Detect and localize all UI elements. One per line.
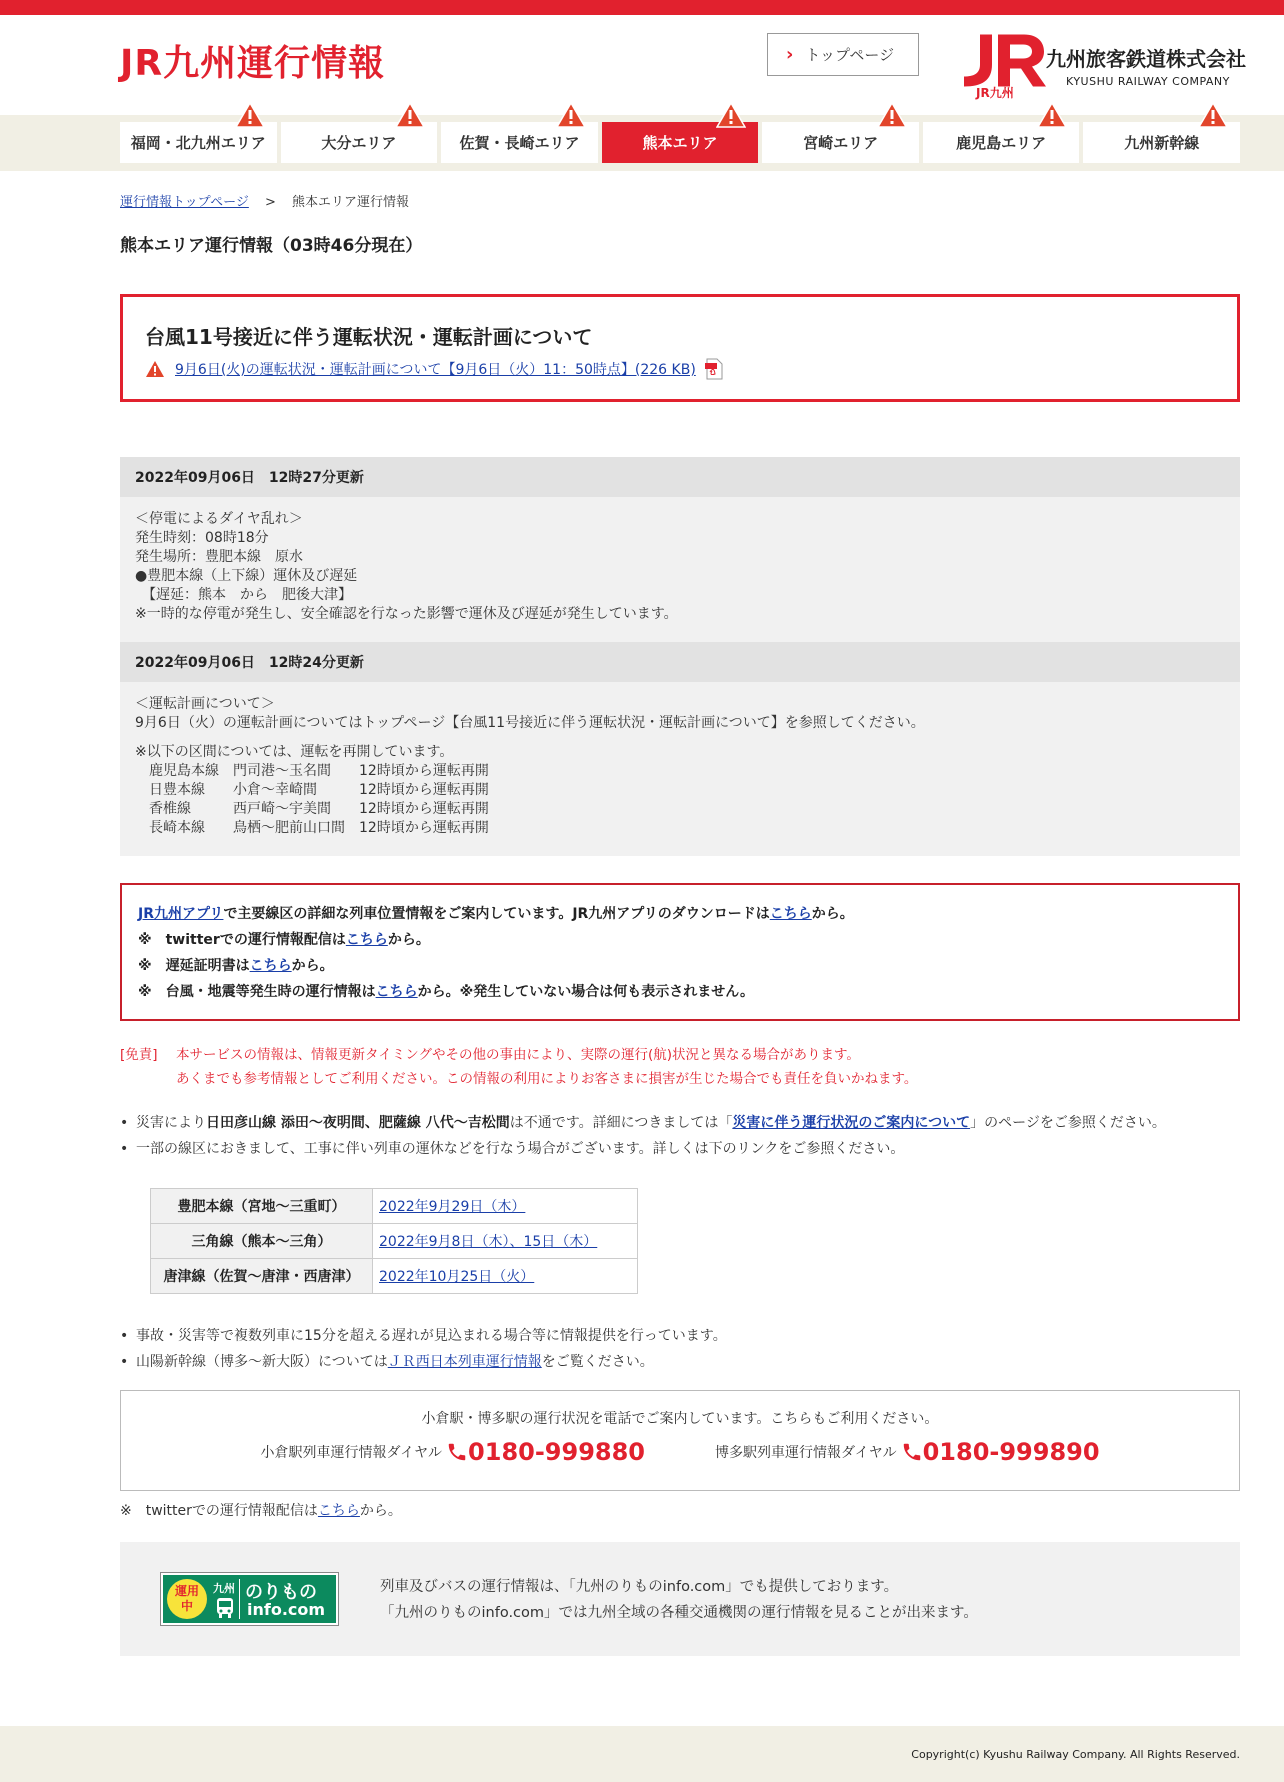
typhoon-pdf-link[interactable]: 9月6日(火)の運転状況・運転計画について【9月6日（火）11：50時点】(226 KB) <box>175 362 696 378</box>
top-accent-bar <box>0 0 1284 15</box>
list-item <box>120 1110 1240 1136</box>
warning-icon <box>877 102 907 128</box>
logo-badge-text: 運用中 <box>174 1584 199 1613</box>
norimono-text-line: 「九州のりものinfo.com」では九州全域の各種交通機関の運行情報を見ることが出来ます。 <box>380 1605 978 1621</box>
disclaimer-line: 本サービスの情報は、情報更新タイミングやその他の事由により、実際の運行(航)状況と異なる場合があります。 <box>176 1047 860 1063</box>
maintenance-date-cell <box>373 1224 638 1259</box>
list-item <box>120 1349 727 1375</box>
kokura-dial <box>260 1438 645 1466</box>
update-line: ＜停電によるダイヤ乱れ＞ <box>135 511 303 527</box>
twitter-note-text: から。 <box>359 1503 402 1519</box>
norimono-info-logo[interactable] <box>160 1572 339 1626</box>
logo-main-text: のりもの <box>245 1582 317 1603</box>
kokura-dial-number[interactable]: 0180-999880 <box>468 1438 645 1466</box>
nav-tab-label: 福岡・北九州エリア <box>130 134 266 152</box>
notice-text: は不通です。詳細につきましては「 <box>509 1115 733 1131</box>
nav-tab-label: 大分エリア <box>321 134 397 152</box>
update-line: 9月6日（火）の運転計画についてはトップページ【台風11号接近に伴う運転状況・運転計画について】を参照してください。 <box>135 715 925 731</box>
nav-tab-3[interactable] <box>602 122 759 163</box>
disclaimer-tag: [免責] <box>120 1047 158 1063</box>
table-row <box>151 1189 638 1224</box>
copyright: Copyright(c) Kyushu Railway Company. All Rights Reserved. <box>911 1748 1240 1761</box>
notice-bold-text: 日田彦山線 添田～夜明間、肥薩線 八代～吉松間 <box>206 1115 510 1131</box>
phone-info-box <box>120 1390 1240 1491</box>
warning-icon <box>235 102 265 128</box>
logo-jr-kyushu-text: JR九州 <box>976 86 1014 100</box>
warning-icon <box>395 102 425 128</box>
twitter-info-text: ※ twitterでの運行情報配信は <box>138 932 346 948</box>
jr-app-link[interactable]: JR九州アプリ <box>138 906 224 922</box>
update-line: 【遅延：熊本 から 肥後大津】 <box>135 587 352 603</box>
delay-cert-line <box>138 953 1222 979</box>
update-line: 鹿児島本線 門司港～玉名間 12時頃から運転再開 <box>135 763 489 779</box>
maintenance-date-cell <box>373 1259 638 1294</box>
chevron-right-icon: › <box>786 44 794 65</box>
disaster-status-link[interactable]: 災害に伴う運行状況のご案内について <box>732 1115 971 1131</box>
disaster-info-text: から。※発生していない場合は何も表示されません。 <box>417 984 755 1000</box>
delay-cert-text: ※ 遅延証明書は <box>138 958 250 974</box>
app-info-line <box>138 901 1222 927</box>
typhoon-notice-title: 台風11号接近に伴う運転状況・運転計画について <box>145 325 593 349</box>
nav-tab-label: 鹿児島エリア <box>956 134 1047 152</box>
update-line: 発生時刻：08時18分 <box>135 530 269 546</box>
update-line: ※以下の区間については、運転を再開しています。 <box>135 744 454 760</box>
twitter-note-text: ※ twitterでの運行情報配信は <box>120 1503 318 1519</box>
top-page-button-label: トップページ <box>805 46 895 64</box>
update-body <box>120 497 1240 642</box>
list-item: • 一部の線区におきまして、工事に伴い列車の運休などを行なう場合がございます。詳しくは下のリンクをご参照ください。 <box>120 1136 1240 1162</box>
twitter-info-line <box>138 927 1222 953</box>
nav-tab-4[interactable] <box>762 122 919 163</box>
nav-tab-0[interactable] <box>120 122 277 163</box>
breadcrumb-home-link[interactable]: 運行情報トップページ <box>120 195 249 210</box>
maintenance-date-link[interactable]: 2022年10月25日（火） <box>379 1269 535 1285</box>
update-body <box>120 682 1240 856</box>
area-nav <box>0 115 1284 171</box>
breadcrumb-current: 熊本エリア運行情報 <box>292 195 410 210</box>
warning-icon <box>716 102 746 128</box>
logo-sub-text: info.com <box>247 1600 326 1619</box>
notice-list <box>120 1110 1240 1162</box>
top-page-button[interactable] <box>767 33 919 76</box>
jr-kyushu-logo[interactable] <box>958 25 1246 100</box>
footer <box>0 1726 1284 1782</box>
company-name-en: KYUSHU RAILWAY COMPANY <box>1066 75 1230 88</box>
update-header: 2022年09月06日 12時24分更新 <box>120 642 1240 682</box>
warning-icon <box>1198 102 1228 128</box>
maintenance-date-link[interactable]: 2022年9月8日（木）、15日（木） <box>379 1234 598 1250</box>
page-title: 熊本エリア運行情報（03時46分現在） <box>120 236 423 256</box>
phone-info-lead: 小倉駅・博多駅の運行状況を電話でご案内しています。こちらもご利用ください。 <box>421 1411 939 1427</box>
nav-tab-label: 九州新幹線 <box>1124 134 1200 152</box>
norimono-info-section <box>120 1542 1240 1656</box>
nav-tab-label: 佐賀・長崎エリア <box>459 134 580 152</box>
update-line: 香椎線 西戸崎～宇美間 12時頃から運転再開 <box>135 801 489 817</box>
update-line: 長崎本線 鳥栖～肥前山口間 12時頃から運転再開 <box>135 820 489 836</box>
app-download-link[interactable]: こちら <box>769 906 812 922</box>
update-line: ＜運転計画について＞ <box>135 696 275 712</box>
maintenance-date-cell <box>373 1189 638 1224</box>
maintenance-line: 豊肥本線（宮地～三重町） <box>151 1189 373 1224</box>
nav-tab-5[interactable] <box>923 122 1080 163</box>
disclaimer <box>120 1043 917 1091</box>
warning-icon <box>145 360 165 378</box>
app-info-text: から。 <box>811 906 854 922</box>
notice-text: 」のページをご参照ください。 <box>970 1115 1166 1131</box>
delay-cert-link[interactable]: こちら <box>249 958 292 974</box>
notice-list-2 <box>120 1323 727 1375</box>
update-line: 日豊本線 小倉～幸崎間 12時頃から運転再開 <box>135 782 489 798</box>
update-line: ※一時的な停電が発生し、安全確認を行なった影響で運休及び遅延が発生しています。 <box>135 606 678 622</box>
nav-tab-label: 熊本エリア <box>642 134 718 152</box>
update-line: 発生場所：豊肥本線 原水 <box>135 549 303 565</box>
kokura-dial-label: 小倉駅列車運行情報ダイヤル <box>260 1445 443 1461</box>
disclaimer-line: あくまでも参考情報としてご利用ください。この情報の利用によりお客さまに損害が生じた場合でも責任を負いかねます。 <box>176 1071 918 1087</box>
app-info-text: で主要線区の詳細な列車位置情報をご案内しています。JR九州アプリのダウンロードは <box>223 906 770 922</box>
updates-list <box>120 457 1240 856</box>
breadcrumb <box>120 191 409 210</box>
delay-cert-text: から。 <box>291 958 334 974</box>
update-header: 2022年09月06日 12時27分更新 <box>120 457 1240 497</box>
nav-tab-6[interactable] <box>1083 122 1240 163</box>
update-line: ●豊肥本線（上下線）運休及び遅延 <box>135 568 358 584</box>
twitter-note <box>120 1500 402 1520</box>
phone-icon <box>901 1441 923 1463</box>
list-item: • 事故・災害等で複数列車に15分を超える遅れが見込まれる場合等に情報提供を行っています。 <box>120 1323 727 1349</box>
notice-text: をご覧ください。 <box>541 1354 654 1370</box>
company-name-jp: 九州旅客鉄道株式会社 <box>1046 47 1246 71</box>
nav-tab-1[interactable] <box>281 122 438 163</box>
table-row <box>151 1259 638 1294</box>
breadcrumb-separator: > <box>264 195 276 210</box>
maintenance-line: 三角線（熊本～三角） <box>151 1224 373 1259</box>
maintenance-table <box>150 1188 638 1294</box>
twitter-note-link[interactable]: こちら <box>317 1503 360 1519</box>
jr-west-link[interactable]: ＪＲ西日本列車運行情報 <box>387 1354 542 1370</box>
hakata-dial-number[interactable]: 0180-999890 <box>922 1438 1100 1466</box>
disaster-info-link[interactable]: こちら <box>375 984 418 1000</box>
hakata-dial <box>715 1438 1100 1466</box>
warning-icon <box>1037 102 1067 128</box>
nav-tab-2[interactable] <box>441 122 598 163</box>
disaster-info-text: ※ 台風・地震等発生時の運行情報は <box>138 984 376 1000</box>
bus-icon <box>215 1597 235 1619</box>
typhoon-notice <box>120 294 1240 402</box>
notice-text: 災害により <box>136 1115 206 1131</box>
norimono-text-line: 列車及びバスの運行情報は、「九州のりものinfo.com」でも提供しております。 <box>380 1579 899 1595</box>
maintenance-line: 唐津線（佐賀～唐津・西唐津） <box>151 1259 373 1294</box>
table-row <box>151 1224 638 1259</box>
warning-icon <box>556 102 586 128</box>
pdf-icon <box>704 358 724 380</box>
nav-tab-label: 宮崎エリア <box>803 134 879 152</box>
phone-icon <box>446 1441 468 1463</box>
twitter-link[interactable]: こちら <box>345 932 388 948</box>
disaster-info-line <box>138 979 1222 1005</box>
twitter-info-text: から。 <box>387 932 430 948</box>
site-header <box>0 15 1284 115</box>
site-title[interactable]: JR九州運行情報 <box>120 43 386 84</box>
notice-text: 山陽新幹線（博多～新大阪）については <box>136 1354 388 1370</box>
maintenance-date-link[interactable]: 2022年9月29日（木） <box>379 1199 526 1215</box>
app-info-box <box>120 883 1240 1021</box>
hakata-dial-label: 博多駅列車運行情報ダイヤル <box>715 1445 897 1461</box>
logo-kyushu-text: 九州 <box>213 1582 235 1595</box>
